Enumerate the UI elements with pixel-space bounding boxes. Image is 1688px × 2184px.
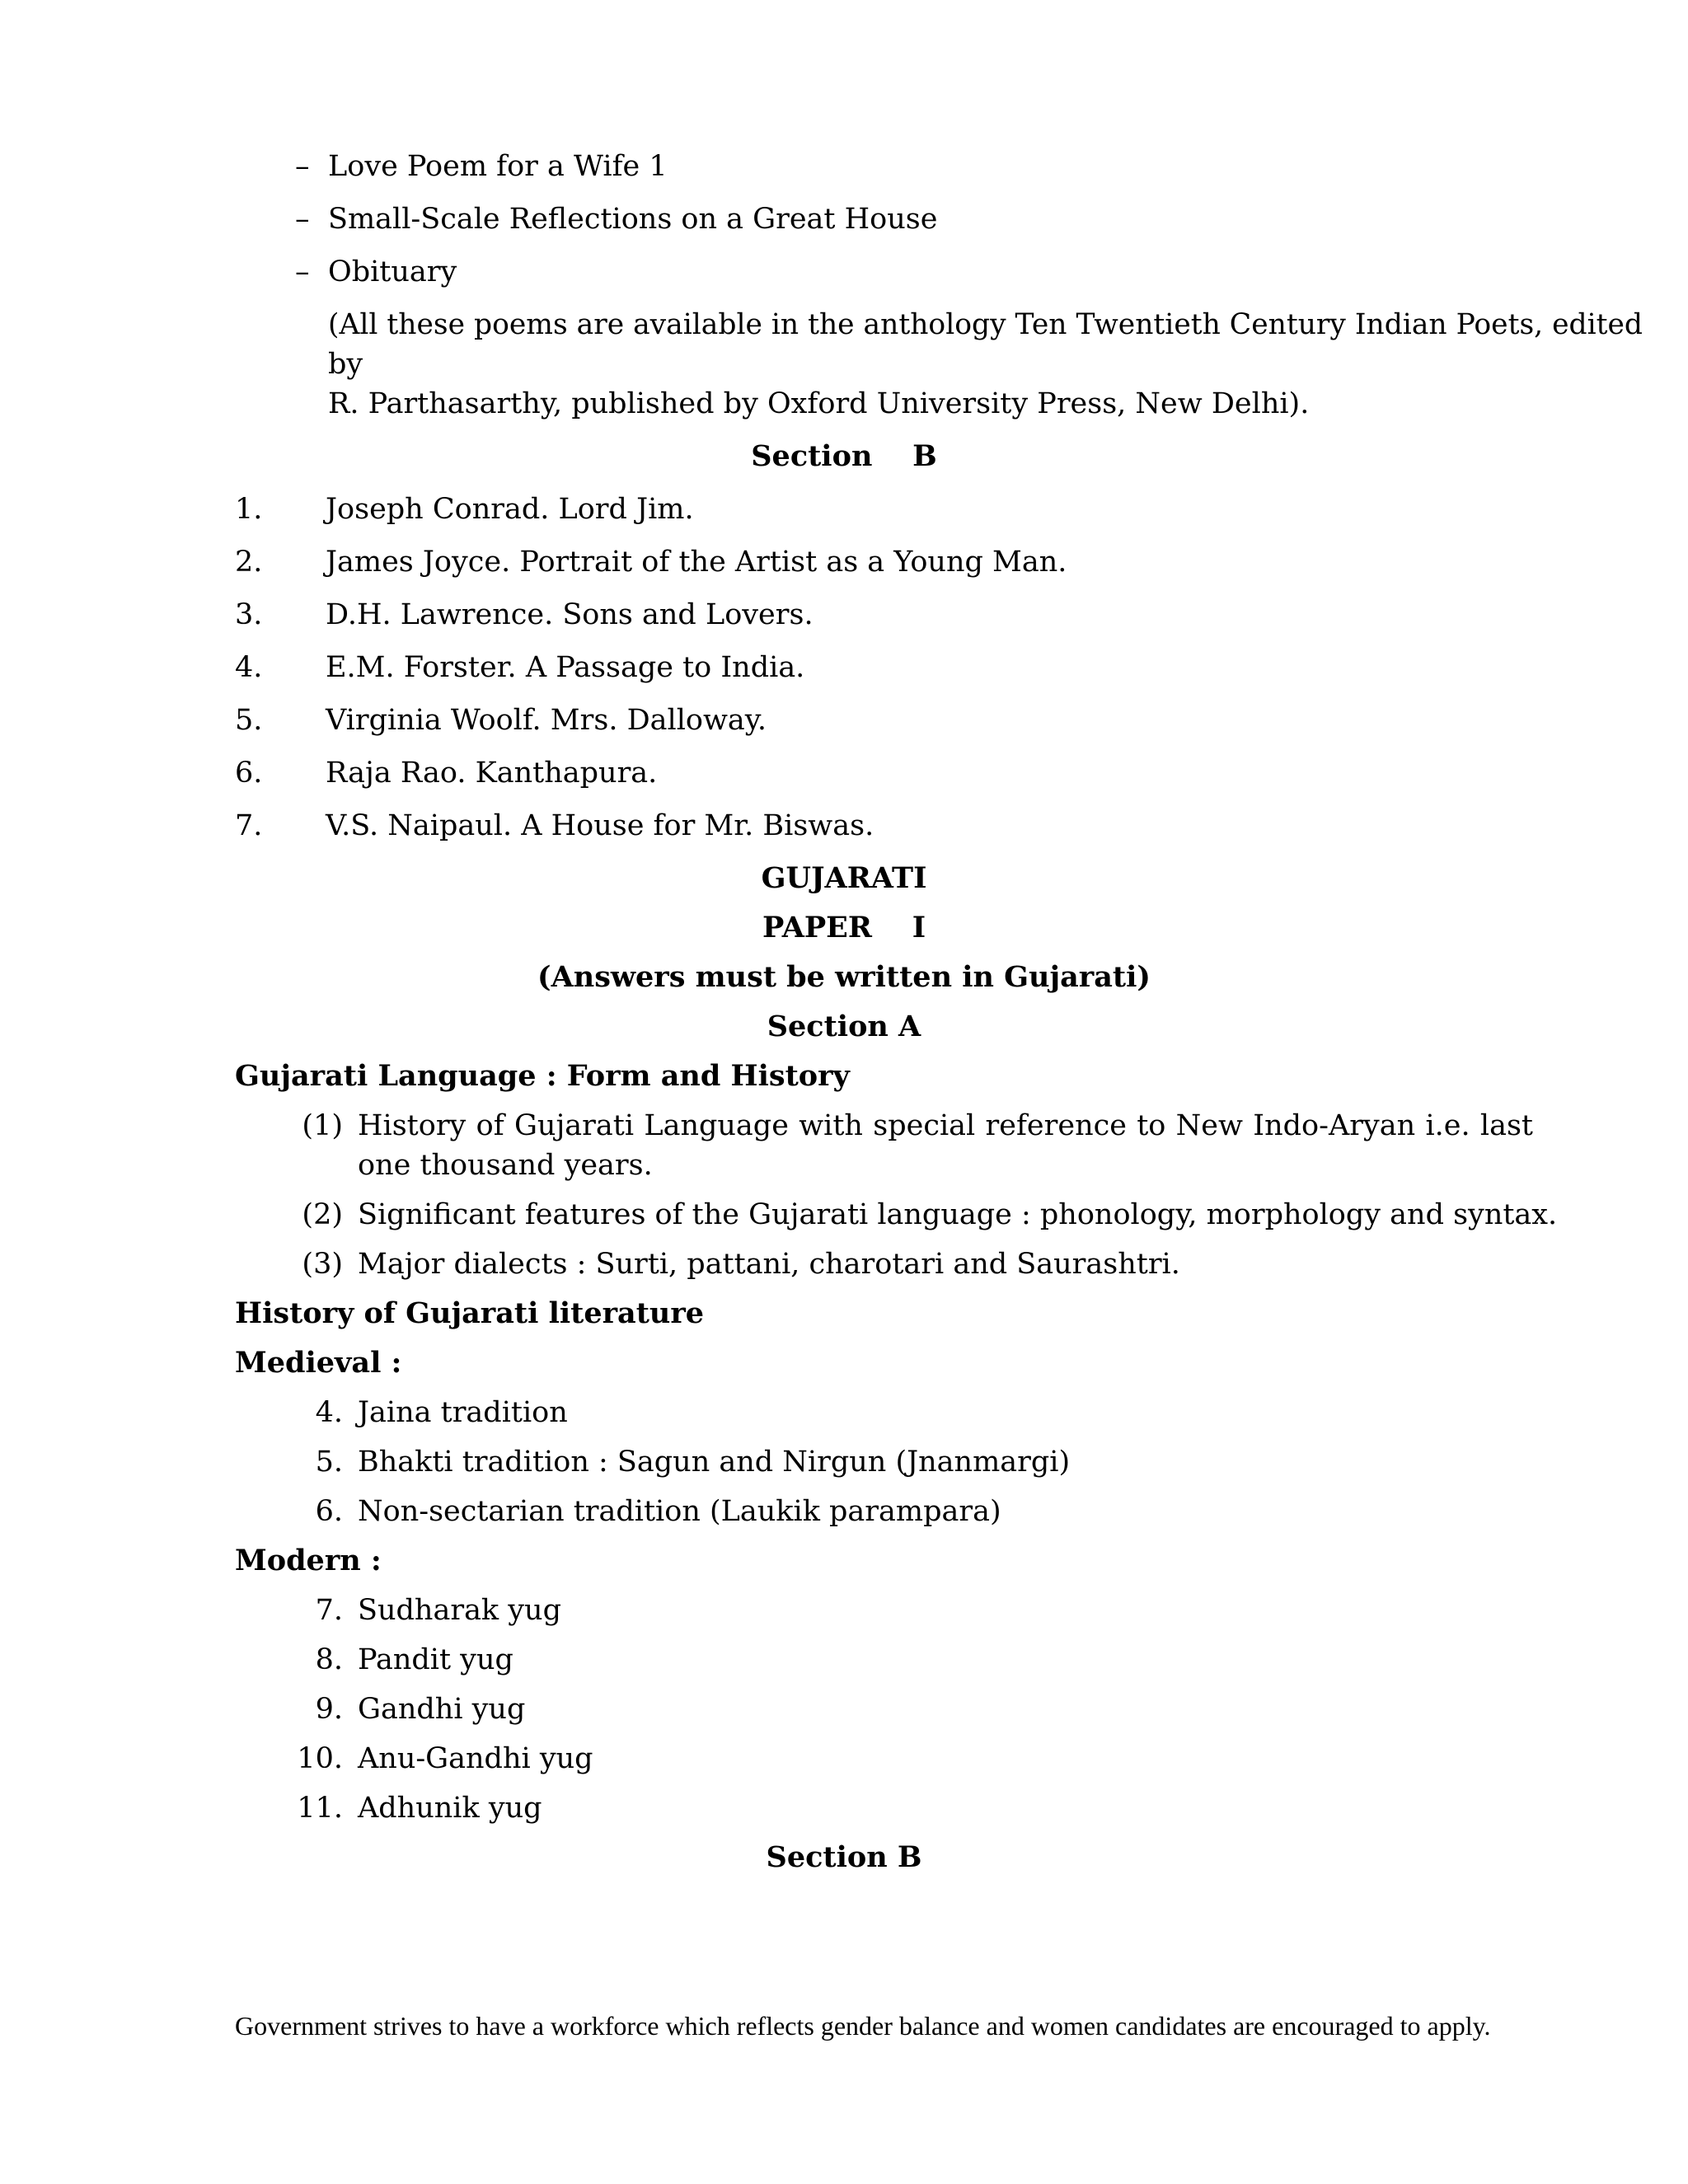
item-number: 3.	[235, 598, 263, 631]
item-number: 7.	[235, 809, 263, 842]
item-text: Bhakti tradition : Sagun and Nirgun (Jnanmargi)	[358, 1446, 1071, 1479]
item-text: Sudharak yug	[358, 1594, 561, 1627]
item-text: Non-sectarian tradition (Laukik parampara)	[358, 1495, 1001, 1528]
subheading: Gujarati Language : Form and History	[235, 1059, 850, 1093]
item-number: 10.	[297, 1742, 343, 1775]
subject-title: GUJARATI	[761, 861, 927, 895]
anthology-note-line: by	[328, 348, 363, 381]
item-text: Gandhi yug	[358, 1693, 526, 1726]
item-number: 4.	[315, 1396, 343, 1429]
item-text: Anu-Gandhi yug	[358, 1742, 593, 1775]
answer-instruction: (Answers must be written in Gujarati)	[537, 960, 1151, 994]
poem-title: Obituary	[328, 255, 457, 288]
item-number: 7.	[315, 1594, 343, 1627]
item-number: (2)	[302, 1198, 343, 1231]
item-text: D.H. Lawrence. Sons and Lovers.	[326, 598, 814, 631]
item-text: Jaina tradition	[358, 1396, 568, 1429]
paper-title: PAPER I	[762, 911, 926, 944]
dash-bullet: –	[295, 150, 310, 183]
item-text: Adhunik yug	[358, 1792, 542, 1825]
item-text: Joseph Conrad. Lord Jim.	[326, 493, 694, 526]
item-number: 1.	[235, 493, 263, 526]
item-number: 5.	[235, 704, 263, 737]
item-text: E.M. Forster. A Passage to India.	[326, 651, 805, 684]
item-number: (3)	[302, 1248, 343, 1281]
item-text: Raja Rao. Kanthapura.	[326, 757, 658, 790]
item-number: 11.	[297, 1792, 343, 1825]
item-text: History of Gujarati Language with special reference to New Indo-Aryan i.e. last one thousand years.	[358, 1109, 1533, 1182]
section-heading: Section A	[767, 1010, 921, 1043]
item-text: Pandit yug	[358, 1643, 513, 1676]
poem-title: Small-Scale Reflections on a Great House	[328, 203, 938, 236]
subheading: Medieval :	[235, 1346, 402, 1380]
subheading: Modern :	[235, 1544, 382, 1577]
poem-title: Love Poem for a Wife 1	[328, 150, 668, 183]
item-number: 5.	[315, 1446, 343, 1479]
item-text: V.S. Naipaul. A House for Mr. Biswas.	[326, 809, 874, 842]
footer-note: Government strives to have a workforce which reflects gender balance and women candidates are encouraged to apply.	[235, 2011, 1491, 2041]
anthology-note-line: R. Parthasarthy, published by Oxford University Press, New Delhi).	[328, 387, 1310, 420]
subheading: History of Gujarati literature	[235, 1296, 705, 1330]
item-text: Virginia Woolf. Mrs. Dalloway.	[326, 704, 767, 737]
item-number: 6.	[235, 757, 263, 790]
item-number: (1)	[302, 1109, 343, 1142]
item-number: 8.	[315, 1643, 343, 1676]
item-number: 2.	[235, 546, 263, 579]
dash-bullet: –	[295, 255, 310, 288]
item-text: James Joyce. Portrait of the Artist as a Young Man.	[326, 546, 1067, 579]
item-text: Significant features of the Gujarati language : phonology, morphology and syntax.	[358, 1198, 1558, 1231]
dash-bullet: –	[295, 203, 310, 236]
item-number: 9.	[315, 1693, 343, 1726]
item-number: 6.	[315, 1495, 343, 1528]
anthology-note-line: (All these poems are available in the anthology Ten Twentieth Century Indian Poets, edited	[328, 308, 1643, 341]
item-number: 4.	[235, 651, 263, 684]
section-heading: Section B	[766, 1840, 922, 1874]
section-heading: Section B	[751, 439, 937, 473]
item-text: Major dialects : Surti, pattani, charotari and Saurashtri.	[358, 1248, 1180, 1281]
